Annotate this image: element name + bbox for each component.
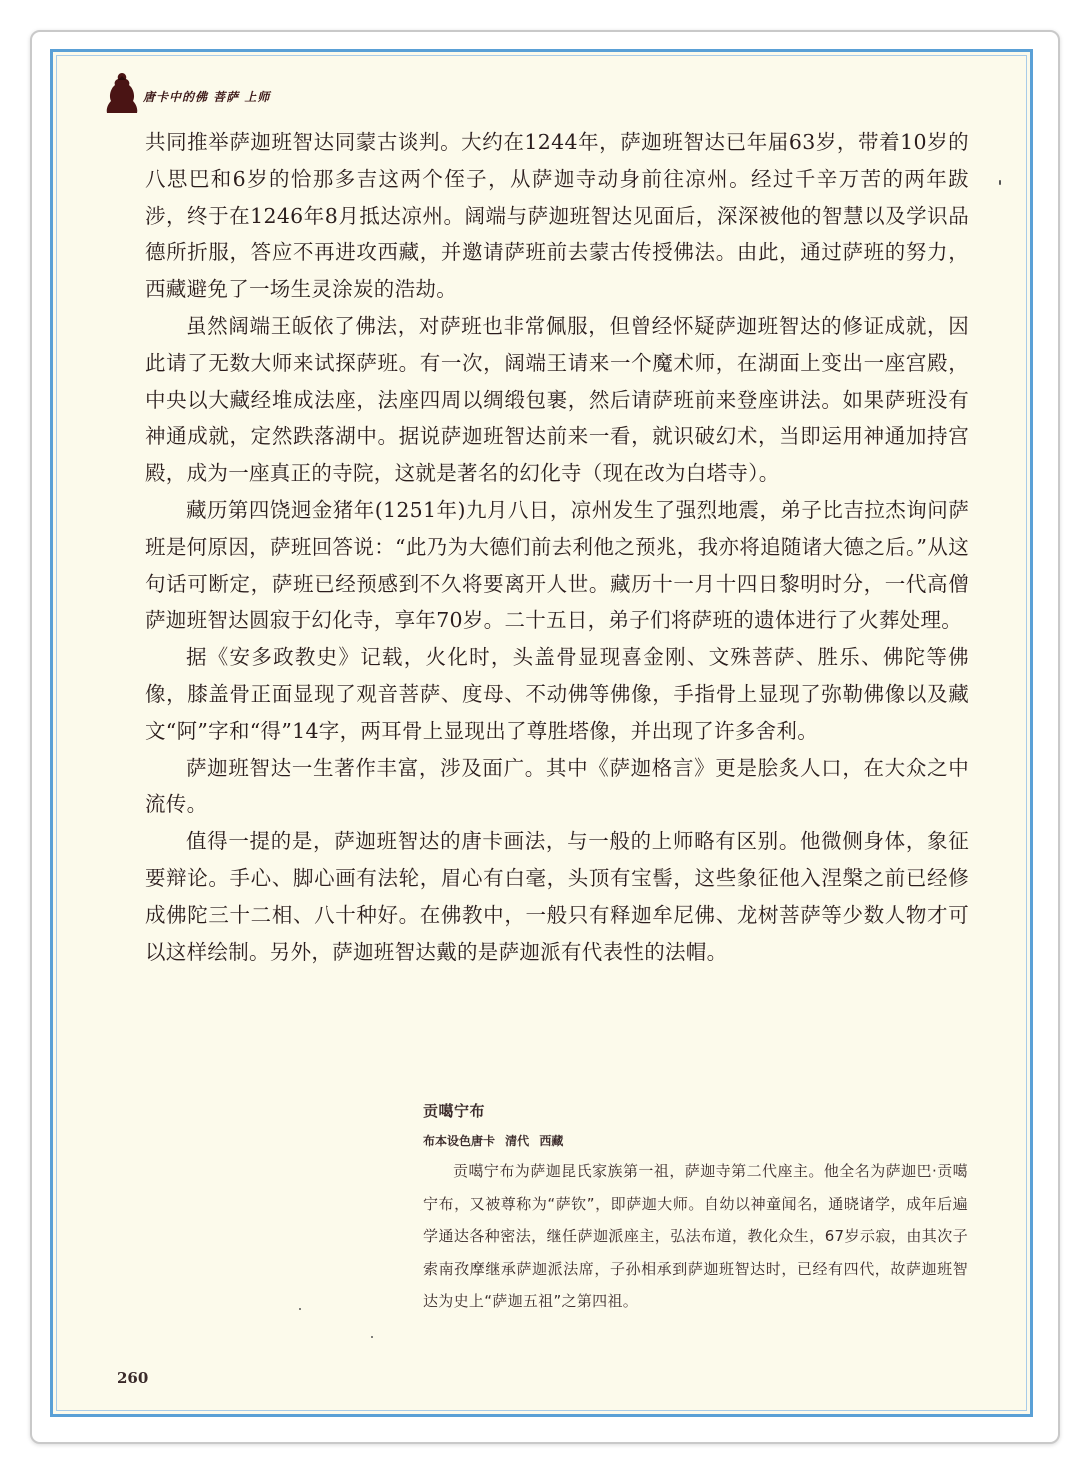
print-speck	[299, 1308, 301, 1310]
page-number: 260	[117, 1369, 149, 1387]
print-speck	[999, 180, 1001, 185]
caption-text: 贡噶宁布为萨迦昆氏家族第一祖，萨迦寺第二代座主。他全名为萨迦巴·贡噶宁布，又被尊称为“萨钦”，即萨迦大师。自幼以神童闻名，通晓诸学，成年后遍学通达各种密法，继任萨迦派座主，弘法布道，教化众生，67岁示寂，由其次子索南孜摩继承萨迦派法席，子孙相承到萨迦班智达时，已经有四代，故萨迦班智达为史上“萨迦五祖”之第四祖。	[423, 1162, 968, 1310]
paragraph: 值得一提的是，萨迦班智达的唐卡画法，与一般的上师略有区别。他微侧身体，象征要辩论。手心、脚心画有法轮，眉心有白毫，头顶有宝髻，这些象征他入涅槃之前已经修成佛陀三十二相、八十种好。在佛教中，一般只有释迦牟尼佛、龙树菩萨等少数人物才可以这样绘制。另外，萨迦班智达戴的是萨迦派有代表性的法帽。	[145, 829, 969, 964]
caption-subtitle: 布本设色唐卡 清代 西藏	[423, 1134, 564, 1148]
paragraph: 据《安多政教史》记载，火化时，头盖骨显现喜金刚、文殊菩萨、胜乐、佛陀等佛像，膝盖骨正面显现了观音菩萨、度母、不动佛等佛像，手指骨上显现了弥勒佛像以及藏文“阿”字和“得”14字，两耳骨上显现出了尊胜塔像，并出现了许多舍利。	[145, 645, 969, 743]
running-title: 唐卡中的佛 菩萨 上师	[143, 89, 271, 104]
book-page	[50, 49, 1033, 1417]
paragraph: 萨迦班智达一生著作丰富，涉及面广。其中《萨迦格言》更是脍炙人口，在大众之中流传。	[145, 755, 969, 817]
paragraph: 虽然阔端王皈依了佛法，对萨班也非常佩服，但曾经怀疑萨迦班智达的修证成就，因此请了无数大师来试探萨班。有一次，阔端王请来一个魔术师，在湖面上变出一座宫殿，中央以大藏经堆成法座，法座四周以绸缎包裹，然后请萨班前来登座讲法。如果萨班没有神通成就，定然跌落湖中。据说萨迦班智达前来一看，就识破幻术，当即运用神通加持宫殿，成为一座真正的寺院，这就是著名的幻化寺（现在改为白塔寺）。	[145, 313, 969, 486]
running-header	[105, 69, 270, 117]
main-body-text	[145, 124, 969, 970]
seated-lama-silhouette-icon	[105, 71, 139, 115]
paragraph: 共同推举萨迦班智达同蒙古谈判。大约在1244年，萨迦班智达已年届63岁，带着10岁的八思巴和6岁的恰那多吉这两个侄子，从萨迦寺动身前往凉州。经过千辛万苦的两年跋涉，终于在1246年8月抵达凉州。阔端与萨迦班智达见面后，深深被他的智慧以及学识品德所折服，答应不再进攻西藏，并邀请萨班前去蒙古传授佛法。由此，通过萨班的努力，西藏避免了一场生灵涂炭的浩劫。	[145, 130, 969, 302]
paragraph: 藏历第四饶迥金猪年(1251年)九月八日，凉州发生了强烈地震，弟子比吉拉杰询问萨班是何原因，萨班回答说：“此乃为大德们前去利他之预兆，我亦将追随诸大德之后。”从这句话可断定，萨班已经预感到不久将要离开人世。藏历十一月十四日黎明时分，一代高僧萨迦班智达圆寂于幻化寺，享年70岁。二十五日，弟子们将萨班的遗体进行了火葬处理。	[145, 497, 969, 633]
image-caption	[423, 1100, 968, 1318]
caption-title: 贡噶宁布	[423, 1102, 486, 1120]
print-speck	[371, 1336, 373, 1338]
